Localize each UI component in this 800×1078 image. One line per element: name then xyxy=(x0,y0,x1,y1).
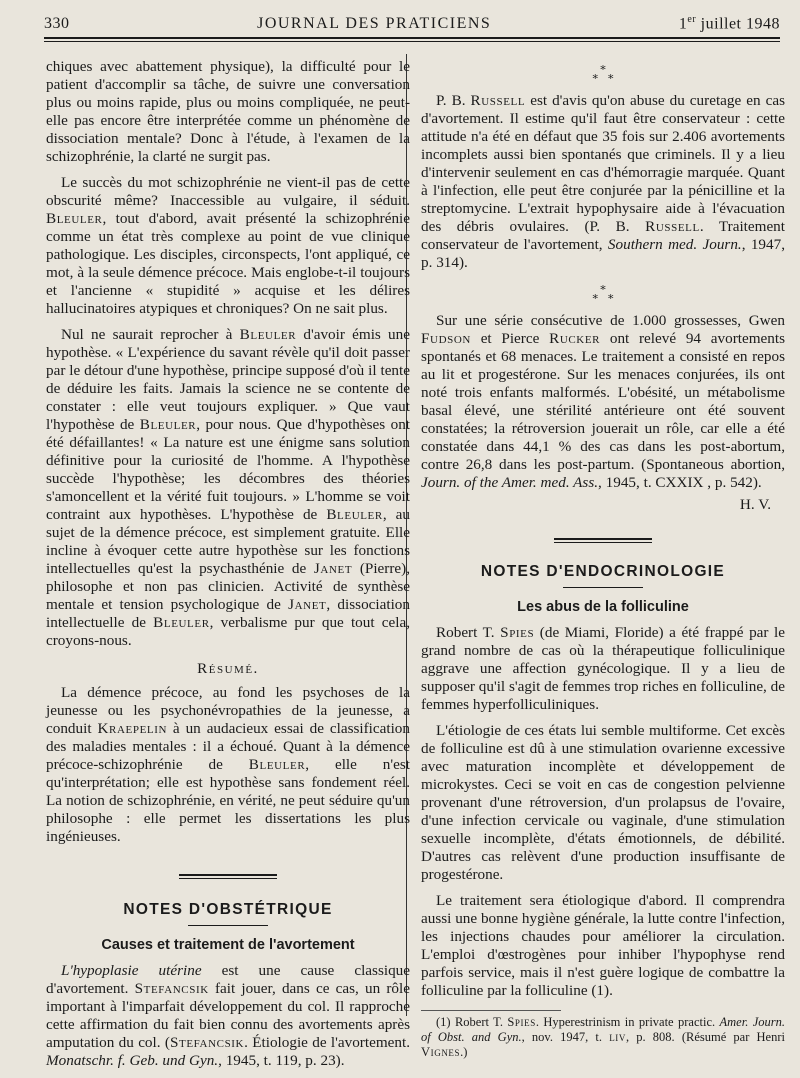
paragraph: Sur une série consécutive de 1.000 grossesses, Gwen Fudson et Pierce Rucker ont relevé 94 avortements spontanés et 68 menaces. Le traitement a consisté en repos au lit et progestérone. Sur les menaces conjurées, ils ont noté trois enfants malformés. L'obésité, un métabolisme basal élevé, une stérilité antérieure ont été souvent constatées; la rétroversion jouerait un rôle, car elle a été constatée dans 44,1 % des cas dans les post-abortum, contre 26,8 dans les post-partum. (Spontaneous abortion, Journ. of the Amer. med. Ass., 1945, t. CXXIX , p. 542). xyxy=(421,312,785,491)
paragraph: Le traitement sera étiologique d'abord. Il comprendra aussi une bonne hygiène générale, la lutte contre l'infection, les injections chaudes pour améliorer la circulation. L'emploi d'œstrogènes pour inhiber l'hypophyse rend parfois service, mais il n'est guère logique de combattre la folliculine par la folliculine (1). xyxy=(421,892,785,999)
journal-title: JOURNAL DES PRATICIENS xyxy=(257,15,492,33)
page-number: 330 xyxy=(44,15,70,33)
section-underline xyxy=(563,587,643,588)
subsection-title-folliculine: Les abus de la folliculine xyxy=(517,599,689,615)
paragraph: Le succès du mot schizophrénie ne vient-il pas de cette obscurité même? Inaccessible au vulgaire, il séduit. Bleuler, tout d'abord, avait présenté la schizophrénie comme un état très complexe au point de vue clinique pathologique. Les disciples, circonspects, l'ont appliqué, ce mot, à la seule démence précoce. Mais englobe-t-il toujours et l'ancienne « stupidité » acquise et les délires hallucinatoires atypiques et chroniques? On ne sait plus. xyxy=(46,174,410,317)
paragraph: chiques avec abattement physique), la difficulté pour le patient d'accomplir sa tâche, de suivre une conversation plus ou moins rapide, plus ou moins compliquée, ne peut-elle pas encore être interprétée comme un phénomène de dissociation mentale? Donc à l'étude, à l'examen de la schizophrénie, la clarté ne surgit pas. xyxy=(46,58,410,165)
header-rule-thin xyxy=(44,41,780,42)
resume-paragraph: La démence précoce, au fond les psychoses de la jeunesse ou les psychonévropathies de la jeunesse, a conduit Kraepelin à un audacieux essai de classification des maladies mentales : il a échoué. Quant à la démence précoce-schizophrénie de Bleuler, elle n'est qu'interprétation; elle est hypothèse sans fondement réel. La notion de schizophrénie, en vérité, ne peut séduire qu'un philosophe : elle permet les dissertations les plus ingénieuses. xyxy=(46,684,410,845)
section-underline xyxy=(188,925,268,926)
paragraph: Robert T. Spies (de Miami, Floride) a été frappé par le grand nombre de cas où la thérapeutique folliculinique aggrave une affection gynécologique. Il y a lieu de supposer qu'il s'agit de femmes trop riches en folliculine, de femmes hyperfolliculiniques. xyxy=(421,624,785,713)
issue-date: 1er juillet 1948 xyxy=(678,14,780,33)
paragraph: Nul ne saurait reprocher à Bleuler d'avoir émis une hypothèse. « L'expérience du savant révèle qu'il doit passer par le détour d'une hypothèse, principe supposé d'où il tente de déduire les faits. Jamais la science ne se contente de constater : elle veut toujours expliquer. » Que vaut l'hypothèse de Bleuler, pour nous. Que d'hypothèses ont été défaillantes! « La nature est une énigme sans solution définitive pour la curiosité de l'homme. A l'hypothèse succède l'hypothèse; les décombres des théories s'amoncellent et la vérité fuit toujours. » L'homme se voit contraint aux hypothèses. L'hypothèse de Bleuler, au sujet de la démence précoce, est simplement gratuite. Elle incline à évoquer cette autre hypothèse sur les fonctions intellectuelles qu'est la psychasthénie de Janet (Pierre), philosophe et non pas clinicien. Activité de synthèse mentale et tension psychologique de Janet, dissociation intellectuelle de Bleuler, verbalisme pur que tout cela, croyons-nous. xyxy=(46,326,411,649)
subsection-title-avortement: Causes et traitement de l'avortement xyxy=(101,937,355,953)
author-name: Bleuler xyxy=(46,210,103,227)
footnote-rule xyxy=(421,1010,561,1011)
asterism-separator: ∗ ∗∗ xyxy=(591,282,623,303)
paragraph: L'étiologie de ces états lui semble multiforme. Cet excès de folliculine est dû à une stimulation ovarienne excessive avec maturation incomplète et développement de microkystes. Ceci se voit en cas de congestion pelvienne provenant d'une rétroversion, d'un prolapsus de l'ovaire, d'une infection cervicale ou vaginale, d'une stimulation sexuelle incomplète, d'états émotionnels, de débilité. D'autres cas relèvent d'une production insuffisante de progestérone. xyxy=(421,722,785,883)
paragraph: L'hypoplasie utérine est une cause classique d'avortement. Stefancsik fait jouer, dans ce cas, un rôle important à l'imparfait développement du col. Il rapproche cette affirmation du fait bien connu des avortements après amputation du col. (Stefancsik. Étiologie de l'avortement. Monatschr. f. Geb. und Gyn., 1945, t. 119, p. 23). xyxy=(46,962,410,1069)
section-title-obstetrique: NOTES D'OBSTÉTRIQUE xyxy=(123,901,333,918)
page-header xyxy=(44,14,780,34)
header-rule xyxy=(44,37,780,39)
resume-heading: Résumé. xyxy=(197,660,259,677)
right-column xyxy=(421,58,785,1060)
paragraph: P. B. Russell est d'avis qu'on abuse du curetage en cas d'avortement. Il estime qu'il faut être conservateur : cette attitude n'a été en défaut que 35 fois sur 2.406 avortements incomplets aussi bien spontanés que criminels. Il y a lieu d'intervenir seulement en cas d'hémorragie marquée. Quant à l'infection, elle peut être conjurée par la pénicilline et la streptomycine. L'extrait hypophysaire aide à l'évacuation des débris ovulaires. (P. B. Russell. Traitement conservateur de l'avortement, Southern med. Journ., 1947, p. 314). xyxy=(421,92,785,271)
footnote: (1) Robert T. Spies. Hyperestrinism in private practic. Amer. Journ. of Obst. and Gyn., nov. 1947, t. liv, p. 808. (Résumé par Henri Vignes.) xyxy=(421,1015,786,1059)
left-column xyxy=(46,58,410,1078)
author-signature: H. V. xyxy=(739,496,771,513)
asterism-separator: ∗ ∗∗ xyxy=(591,62,623,83)
section-title-endocrinologie: NOTES D'ENDOCRINOLOGIE xyxy=(480,563,726,580)
